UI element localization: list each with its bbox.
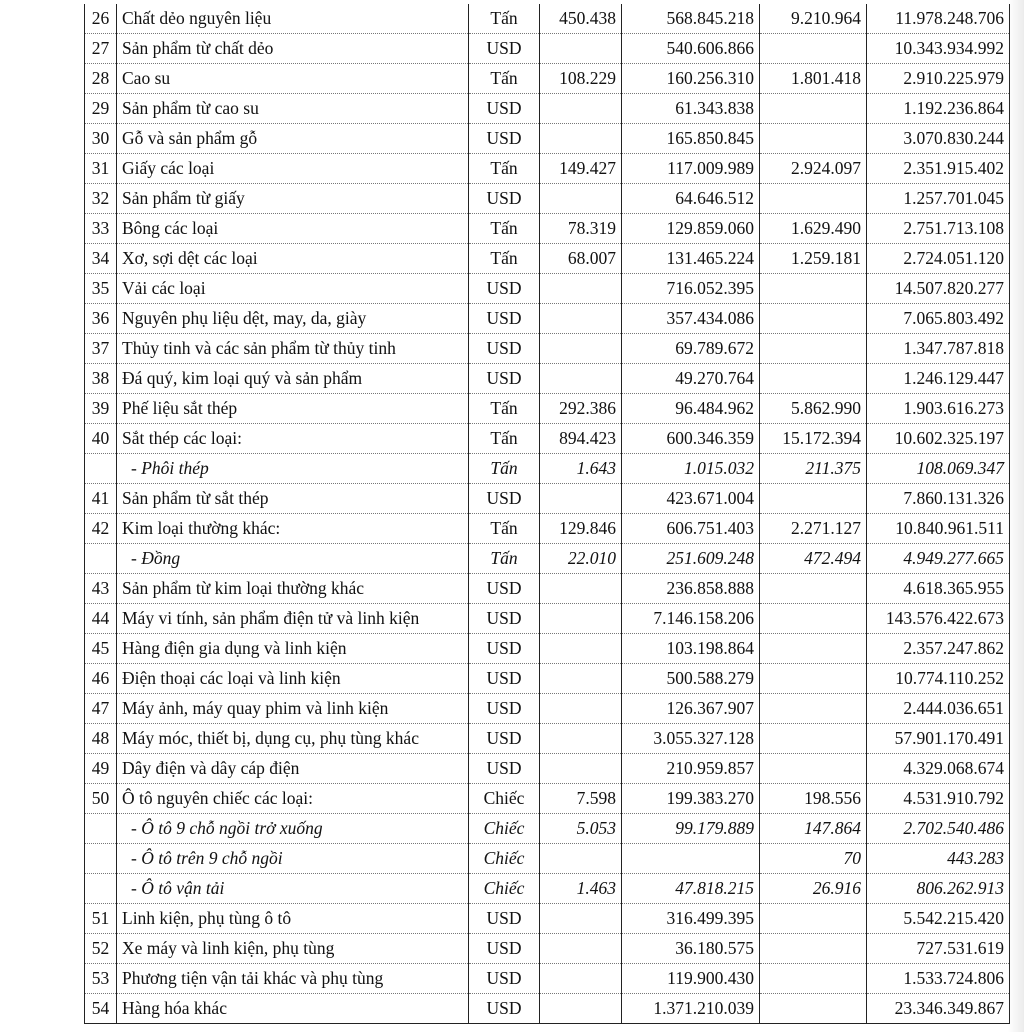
quantity-cumulative-cell: 26.916 bbox=[760, 874, 867, 904]
value-month-cell: 606.751.403 bbox=[622, 514, 760, 544]
row-number-cell: 54 bbox=[85, 994, 117, 1024]
row-number-cell: 51 bbox=[85, 904, 117, 934]
value-month-cell: 61.343.838 bbox=[622, 94, 760, 124]
unit-cell: Tấn bbox=[469, 4, 540, 34]
item-name-cell: Sản phẩm từ cao su bbox=[117, 94, 469, 124]
quantity-month-cell bbox=[540, 34, 622, 64]
item-name-cell: Sản phẩm từ kim loại thường khác bbox=[117, 574, 469, 604]
row-number-cell: 44 bbox=[85, 604, 117, 634]
value-month-cell: 1.371.210.039 bbox=[622, 994, 760, 1024]
value-month-cell: 423.671.004 bbox=[622, 484, 760, 514]
item-name-cell: Bông các loại bbox=[117, 214, 469, 244]
quantity-cumulative-cell bbox=[760, 904, 867, 934]
table-row bbox=[85, 994, 1010, 1024]
table-row bbox=[85, 784, 1010, 814]
table-row bbox=[85, 124, 1010, 154]
item-name-cell: Giấy các loại bbox=[117, 154, 469, 184]
row-number-cell bbox=[85, 544, 117, 574]
unit-cell: Tấn bbox=[469, 394, 540, 424]
table-row bbox=[85, 664, 1010, 694]
unit-cell: Chiếc bbox=[469, 814, 540, 844]
quantity-month-cell: 22.010 bbox=[540, 544, 622, 574]
value-month-cell: 64.646.512 bbox=[622, 184, 760, 214]
quantity-cumulative-cell bbox=[760, 124, 867, 154]
table-row bbox=[85, 244, 1010, 274]
quantity-month-cell bbox=[540, 574, 622, 604]
item-name-cell: Đá quý, kim loại quý và sản phẩm bbox=[117, 364, 469, 394]
value-month-cell: 210.959.857 bbox=[622, 754, 760, 784]
value-cumulative-cell: 1.257.701.045 bbox=[867, 184, 1010, 214]
quantity-cumulative-cell bbox=[760, 94, 867, 124]
value-cumulative-cell: 10.774.110.252 bbox=[867, 664, 1010, 694]
row-number-cell: 26 bbox=[85, 4, 117, 34]
quantity-cumulative-cell bbox=[760, 334, 867, 364]
item-name-cell: Máy ảnh, máy quay phim và linh kiện bbox=[117, 694, 469, 724]
unit-cell: USD bbox=[469, 664, 540, 694]
quantity-month-cell bbox=[540, 994, 622, 1024]
item-name-cell: Nguyên phụ liệu dệt, may, da, giày bbox=[117, 304, 469, 334]
item-name-cell: Dây điện và dây cáp điện bbox=[117, 754, 469, 784]
value-cumulative-cell: 14.507.820.277 bbox=[867, 274, 1010, 304]
unit-cell: USD bbox=[469, 334, 540, 364]
quantity-cumulative-cell: 1.801.418 bbox=[760, 64, 867, 94]
unit-cell: USD bbox=[469, 964, 540, 994]
table-row bbox=[85, 724, 1010, 754]
quantity-month-cell: 450.438 bbox=[540, 4, 622, 34]
table-row bbox=[85, 904, 1010, 934]
page-edge-shadow bbox=[1008, 0, 1024, 1032]
table-row bbox=[85, 574, 1010, 604]
item-name-cell: - Ô tô vận tải bbox=[117, 874, 469, 904]
quantity-month-cell bbox=[540, 934, 622, 964]
item-name-cell: Linh kiện, phụ tùng ô tô bbox=[117, 904, 469, 934]
item-name-cell: Cao su bbox=[117, 64, 469, 94]
value-cumulative-cell: 2.351.915.402 bbox=[867, 154, 1010, 184]
quantity-month-cell bbox=[540, 844, 622, 874]
unit-cell: USD bbox=[469, 484, 540, 514]
row-number-cell bbox=[85, 844, 117, 874]
quantity-cumulative-cell: 472.494 bbox=[760, 544, 867, 574]
quantity-month-cell bbox=[540, 724, 622, 754]
table-row bbox=[85, 754, 1010, 784]
item-name-cell: Xe máy và linh kiện, phụ tùng bbox=[117, 934, 469, 964]
quantity-month-cell: 78.319 bbox=[540, 214, 622, 244]
table-row bbox=[85, 304, 1010, 334]
unit-cell: USD bbox=[469, 184, 540, 214]
row-number-cell: 31 bbox=[85, 154, 117, 184]
quantity-cumulative-cell bbox=[760, 34, 867, 64]
table-body bbox=[85, 4, 1010, 1024]
unit-cell: Chiếc bbox=[469, 844, 540, 874]
unit-cell: USD bbox=[469, 304, 540, 334]
unit-cell: USD bbox=[469, 574, 540, 604]
quantity-cumulative-cell: 147.864 bbox=[760, 814, 867, 844]
row-number-cell: 41 bbox=[85, 484, 117, 514]
value-cumulative-cell: 10.840.961.511 bbox=[867, 514, 1010, 544]
table-row bbox=[85, 4, 1010, 34]
item-name-cell: Xơ, sợi dệt các loại bbox=[117, 244, 469, 274]
table-row bbox=[85, 604, 1010, 634]
unit-cell: USD bbox=[469, 124, 540, 154]
import-goods-table bbox=[84, 4, 1010, 1024]
unit-cell: USD bbox=[469, 274, 540, 304]
value-cumulative-cell: 10.343.934.992 bbox=[867, 34, 1010, 64]
quantity-cumulative-cell bbox=[760, 964, 867, 994]
table-row bbox=[85, 634, 1010, 664]
row-number-cell: 40 bbox=[85, 424, 117, 454]
quantity-cumulative-cell bbox=[760, 724, 867, 754]
row-number-cell: 48 bbox=[85, 724, 117, 754]
quantity-month-cell bbox=[540, 184, 622, 214]
table-row bbox=[85, 184, 1010, 214]
value-cumulative-cell: 23.346.349.867 bbox=[867, 994, 1010, 1024]
quantity-month-cell bbox=[540, 634, 622, 664]
table-row bbox=[85, 94, 1010, 124]
row-number-cell: 32 bbox=[85, 184, 117, 214]
table-subrow bbox=[85, 454, 1010, 484]
value-month-cell: 568.845.218 bbox=[622, 4, 760, 34]
item-name-cell: Hàng điện gia dụng và linh kiện bbox=[117, 634, 469, 664]
quantity-month-cell: 1.643 bbox=[540, 454, 622, 484]
quantity-cumulative-cell bbox=[760, 274, 867, 304]
value-cumulative-cell: 143.576.422.673 bbox=[867, 604, 1010, 634]
table-row bbox=[85, 64, 1010, 94]
table-subrow bbox=[85, 814, 1010, 844]
value-cumulative-cell: 2.751.713.108 bbox=[867, 214, 1010, 244]
quantity-cumulative-cell: 2.924.097 bbox=[760, 154, 867, 184]
unit-cell: USD bbox=[469, 604, 540, 634]
value-cumulative-cell: 2.910.225.979 bbox=[867, 64, 1010, 94]
value-month-cell: 199.383.270 bbox=[622, 784, 760, 814]
table-row bbox=[85, 484, 1010, 514]
value-month-cell: 251.609.248 bbox=[622, 544, 760, 574]
item-name-cell: Kim loại thường khác: bbox=[117, 514, 469, 544]
quantity-cumulative-cell: 2.271.127 bbox=[760, 514, 867, 544]
value-cumulative-cell: 108.069.347 bbox=[867, 454, 1010, 484]
quantity-month-cell: 149.427 bbox=[540, 154, 622, 184]
quantity-cumulative-cell bbox=[760, 934, 867, 964]
item-name-cell: Hàng hóa khác bbox=[117, 994, 469, 1024]
value-cumulative-cell: 806.262.913 bbox=[867, 874, 1010, 904]
value-month-cell: 36.180.575 bbox=[622, 934, 760, 964]
quantity-cumulative-cell: 15.172.394 bbox=[760, 424, 867, 454]
row-number-cell: 49 bbox=[85, 754, 117, 784]
row-number-cell: 47 bbox=[85, 694, 117, 724]
unit-cell: USD bbox=[469, 694, 540, 724]
quantity-cumulative-cell bbox=[760, 604, 867, 634]
item-name-cell: Chất dẻo nguyên liệu bbox=[117, 4, 469, 34]
value-cumulative-cell: 1.533.724.806 bbox=[867, 964, 1010, 994]
quantity-cumulative-cell bbox=[760, 694, 867, 724]
table-row bbox=[85, 394, 1010, 424]
unit-cell: USD bbox=[469, 904, 540, 934]
row-number-cell: 35 bbox=[85, 274, 117, 304]
quantity-cumulative-cell bbox=[760, 634, 867, 664]
value-month-cell: 119.900.430 bbox=[622, 964, 760, 994]
table-row bbox=[85, 214, 1010, 244]
quantity-cumulative-cell: 1.629.490 bbox=[760, 214, 867, 244]
quantity-month-cell bbox=[540, 964, 622, 994]
value-month-cell: 357.434.086 bbox=[622, 304, 760, 334]
unit-cell: USD bbox=[469, 94, 540, 124]
unit-cell: USD bbox=[469, 994, 540, 1024]
item-name-cell: Sản phẩm từ chất dẻo bbox=[117, 34, 469, 64]
quantity-month-cell bbox=[540, 664, 622, 694]
table-row bbox=[85, 34, 1010, 64]
row-number-cell: 27 bbox=[85, 34, 117, 64]
unit-cell: Tấn bbox=[469, 514, 540, 544]
row-number-cell bbox=[85, 814, 117, 844]
quantity-month-cell: 129.846 bbox=[540, 514, 622, 544]
value-cumulative-cell: 2.702.540.486 bbox=[867, 814, 1010, 844]
item-name-cell: - Ô tô trên 9 chỗ ngồi bbox=[117, 844, 469, 874]
value-month-cell bbox=[622, 844, 760, 874]
item-name-cell: Điện thoại các loại và linh kiện bbox=[117, 664, 469, 694]
value-cumulative-cell: 10.602.325.197 bbox=[867, 424, 1010, 454]
quantity-cumulative-cell: 9.210.964 bbox=[760, 4, 867, 34]
table-subrow bbox=[85, 544, 1010, 574]
row-number-cell: 43 bbox=[85, 574, 117, 604]
quantity-month-cell bbox=[540, 94, 622, 124]
quantity-cumulative-cell bbox=[760, 304, 867, 334]
unit-cell: USD bbox=[469, 934, 540, 964]
item-name-cell: Phương tiện vận tải khác và phụ tùng bbox=[117, 964, 469, 994]
item-name-cell: Máy móc, thiết bị, dụng cụ, phụ tùng khác bbox=[117, 724, 469, 754]
value-cumulative-cell: 11.978.248.706 bbox=[867, 4, 1010, 34]
value-month-cell: 96.484.962 bbox=[622, 394, 760, 424]
value-month-cell: 47.818.215 bbox=[622, 874, 760, 904]
value-cumulative-cell: 4.329.068.674 bbox=[867, 754, 1010, 784]
quantity-month-cell: 68.007 bbox=[540, 244, 622, 274]
quantity-month-cell bbox=[540, 484, 622, 514]
quantity-cumulative-cell: 1.259.181 bbox=[760, 244, 867, 274]
row-number-cell: 42 bbox=[85, 514, 117, 544]
table-row bbox=[85, 364, 1010, 394]
quantity-month-cell bbox=[540, 904, 622, 934]
value-cumulative-cell: 2.724.051.120 bbox=[867, 244, 1010, 274]
row-number-cell bbox=[85, 454, 117, 484]
item-name-cell: Ô tô nguyên chiếc các loại: bbox=[117, 784, 469, 814]
table-subrow bbox=[85, 874, 1010, 904]
item-name-cell: - Đồng bbox=[117, 544, 469, 574]
table-row bbox=[85, 274, 1010, 304]
quantity-cumulative-cell bbox=[760, 664, 867, 694]
value-cumulative-cell: 3.070.830.244 bbox=[867, 124, 1010, 154]
quantity-month-cell: 7.598 bbox=[540, 784, 622, 814]
row-number-cell: 53 bbox=[85, 964, 117, 994]
item-name-cell: Máy vi tính, sản phẩm điện tử và linh kiện bbox=[117, 604, 469, 634]
quantity-cumulative-cell bbox=[760, 994, 867, 1024]
quantity-cumulative-cell: 211.375 bbox=[760, 454, 867, 484]
quantity-cumulative-cell bbox=[760, 364, 867, 394]
value-month-cell: 316.499.395 bbox=[622, 904, 760, 934]
quantity-cumulative-cell bbox=[760, 484, 867, 514]
value-month-cell: 165.850.845 bbox=[622, 124, 760, 154]
value-cumulative-cell: 4.949.277.665 bbox=[867, 544, 1010, 574]
row-number-cell: 50 bbox=[85, 784, 117, 814]
quantity-cumulative-cell: 70 bbox=[760, 844, 867, 874]
value-month-cell: 117.009.989 bbox=[622, 154, 760, 184]
row-number-cell: 36 bbox=[85, 304, 117, 334]
value-cumulative-cell: 1.246.129.447 bbox=[867, 364, 1010, 394]
item-name-cell: Sản phẩm từ giấy bbox=[117, 184, 469, 214]
row-number-cell: 29 bbox=[85, 94, 117, 124]
table-row bbox=[85, 424, 1010, 454]
quantity-month-cell bbox=[540, 604, 622, 634]
value-month-cell: 600.346.359 bbox=[622, 424, 760, 454]
unit-cell: USD bbox=[469, 724, 540, 754]
item-name-cell: - Ô tô 9 chỗ ngồi trở xuống bbox=[117, 814, 469, 844]
table-row bbox=[85, 964, 1010, 994]
value-month-cell: 3.055.327.128 bbox=[622, 724, 760, 754]
unit-cell: USD bbox=[469, 34, 540, 64]
quantity-month-cell: 1.463 bbox=[540, 874, 622, 904]
quantity-month-cell bbox=[540, 364, 622, 394]
value-cumulative-cell: 2.444.036.651 bbox=[867, 694, 1010, 724]
row-number-cell: 38 bbox=[85, 364, 117, 394]
quantity-month-cell bbox=[540, 304, 622, 334]
quantity-month-cell bbox=[540, 754, 622, 784]
quantity-cumulative-cell: 198.556 bbox=[760, 784, 867, 814]
value-month-cell: 131.465.224 bbox=[622, 244, 760, 274]
unit-cell: Tấn bbox=[469, 214, 540, 244]
quantity-month-cell bbox=[540, 124, 622, 154]
quantity-month-cell: 108.229 bbox=[540, 64, 622, 94]
row-number-cell: 37 bbox=[85, 334, 117, 364]
row-number-cell: 39 bbox=[85, 394, 117, 424]
unit-cell: Tấn bbox=[469, 244, 540, 274]
quantity-cumulative-cell bbox=[760, 574, 867, 604]
item-name-cell: Gỗ và sản phẩm gỗ bbox=[117, 124, 469, 154]
quantity-month-cell bbox=[540, 334, 622, 364]
unit-cell: Tấn bbox=[469, 424, 540, 454]
table-subrow bbox=[85, 844, 1010, 874]
item-name-cell: Thủy tinh và các sản phẩm từ thủy tinh bbox=[117, 334, 469, 364]
table-row bbox=[85, 334, 1010, 364]
value-cumulative-cell: 5.542.215.420 bbox=[867, 904, 1010, 934]
unit-cell: Chiếc bbox=[469, 784, 540, 814]
value-cumulative-cell: 1.903.616.273 bbox=[867, 394, 1010, 424]
value-cumulative-cell: 7.860.131.326 bbox=[867, 484, 1010, 514]
value-cumulative-cell: 1.347.787.818 bbox=[867, 334, 1010, 364]
unit-cell: USD bbox=[469, 364, 540, 394]
value-cumulative-cell: 7.065.803.492 bbox=[867, 304, 1010, 334]
item-name-cell: - Phôi thép bbox=[117, 454, 469, 484]
quantity-cumulative-cell bbox=[760, 754, 867, 784]
unit-cell: Tấn bbox=[469, 64, 540, 94]
value-month-cell: 1.015.032 bbox=[622, 454, 760, 484]
table-row bbox=[85, 154, 1010, 184]
unit-cell: Tấn bbox=[469, 454, 540, 484]
value-month-cell: 500.588.279 bbox=[622, 664, 760, 694]
unit-cell: Tấn bbox=[469, 154, 540, 184]
value-month-cell: 129.859.060 bbox=[622, 214, 760, 244]
row-number-cell: 33 bbox=[85, 214, 117, 244]
value-month-cell: 160.256.310 bbox=[622, 64, 760, 94]
value-cumulative-cell: 2.357.247.862 bbox=[867, 634, 1010, 664]
item-name-cell: Vải các loại bbox=[117, 274, 469, 304]
item-name-cell: Phế liệu sắt thép bbox=[117, 394, 469, 424]
row-number-cell bbox=[85, 874, 117, 904]
value-month-cell: 99.179.889 bbox=[622, 814, 760, 844]
unit-cell: Tấn bbox=[469, 544, 540, 574]
value-cumulative-cell: 727.531.619 bbox=[867, 934, 1010, 964]
row-number-cell: 28 bbox=[85, 64, 117, 94]
value-cumulative-cell: 4.531.910.792 bbox=[867, 784, 1010, 814]
value-cumulative-cell: 4.618.365.955 bbox=[867, 574, 1010, 604]
row-number-cell: 45 bbox=[85, 634, 117, 664]
value-month-cell: 103.198.864 bbox=[622, 634, 760, 664]
quantity-month-cell: 894.423 bbox=[540, 424, 622, 454]
value-month-cell: 126.367.907 bbox=[622, 694, 760, 724]
value-month-cell: 49.270.764 bbox=[622, 364, 760, 394]
item-name-cell: Sắt thép các loại: bbox=[117, 424, 469, 454]
row-number-cell: 46 bbox=[85, 664, 117, 694]
value-month-cell: 716.052.395 bbox=[622, 274, 760, 304]
quantity-month-cell bbox=[540, 274, 622, 304]
value-month-cell: 236.858.888 bbox=[622, 574, 760, 604]
value-cumulative-cell: 57.901.170.491 bbox=[867, 724, 1010, 754]
quantity-cumulative-cell: 5.862.990 bbox=[760, 394, 867, 424]
unit-cell: Chiếc bbox=[469, 874, 540, 904]
row-number-cell: 30 bbox=[85, 124, 117, 154]
table-row bbox=[85, 934, 1010, 964]
unit-cell: USD bbox=[469, 754, 540, 784]
table-row bbox=[85, 694, 1010, 724]
row-number-cell: 52 bbox=[85, 934, 117, 964]
value-month-cell: 69.789.672 bbox=[622, 334, 760, 364]
value-cumulative-cell: 1.192.236.864 bbox=[867, 94, 1010, 124]
row-number-cell: 34 bbox=[85, 244, 117, 274]
quantity-month-cell: 5.053 bbox=[540, 814, 622, 844]
quantity-month-cell: 292.386 bbox=[540, 394, 622, 424]
item-name-cell: Sản phẩm từ sắt thép bbox=[117, 484, 469, 514]
value-month-cell: 540.606.866 bbox=[622, 34, 760, 64]
quantity-cumulative-cell bbox=[760, 184, 867, 214]
value-month-cell: 7.146.158.206 bbox=[622, 604, 760, 634]
value-cumulative-cell: 443.283 bbox=[867, 844, 1010, 874]
quantity-month-cell bbox=[540, 694, 622, 724]
table-row bbox=[85, 514, 1010, 544]
unit-cell: USD bbox=[469, 634, 540, 664]
